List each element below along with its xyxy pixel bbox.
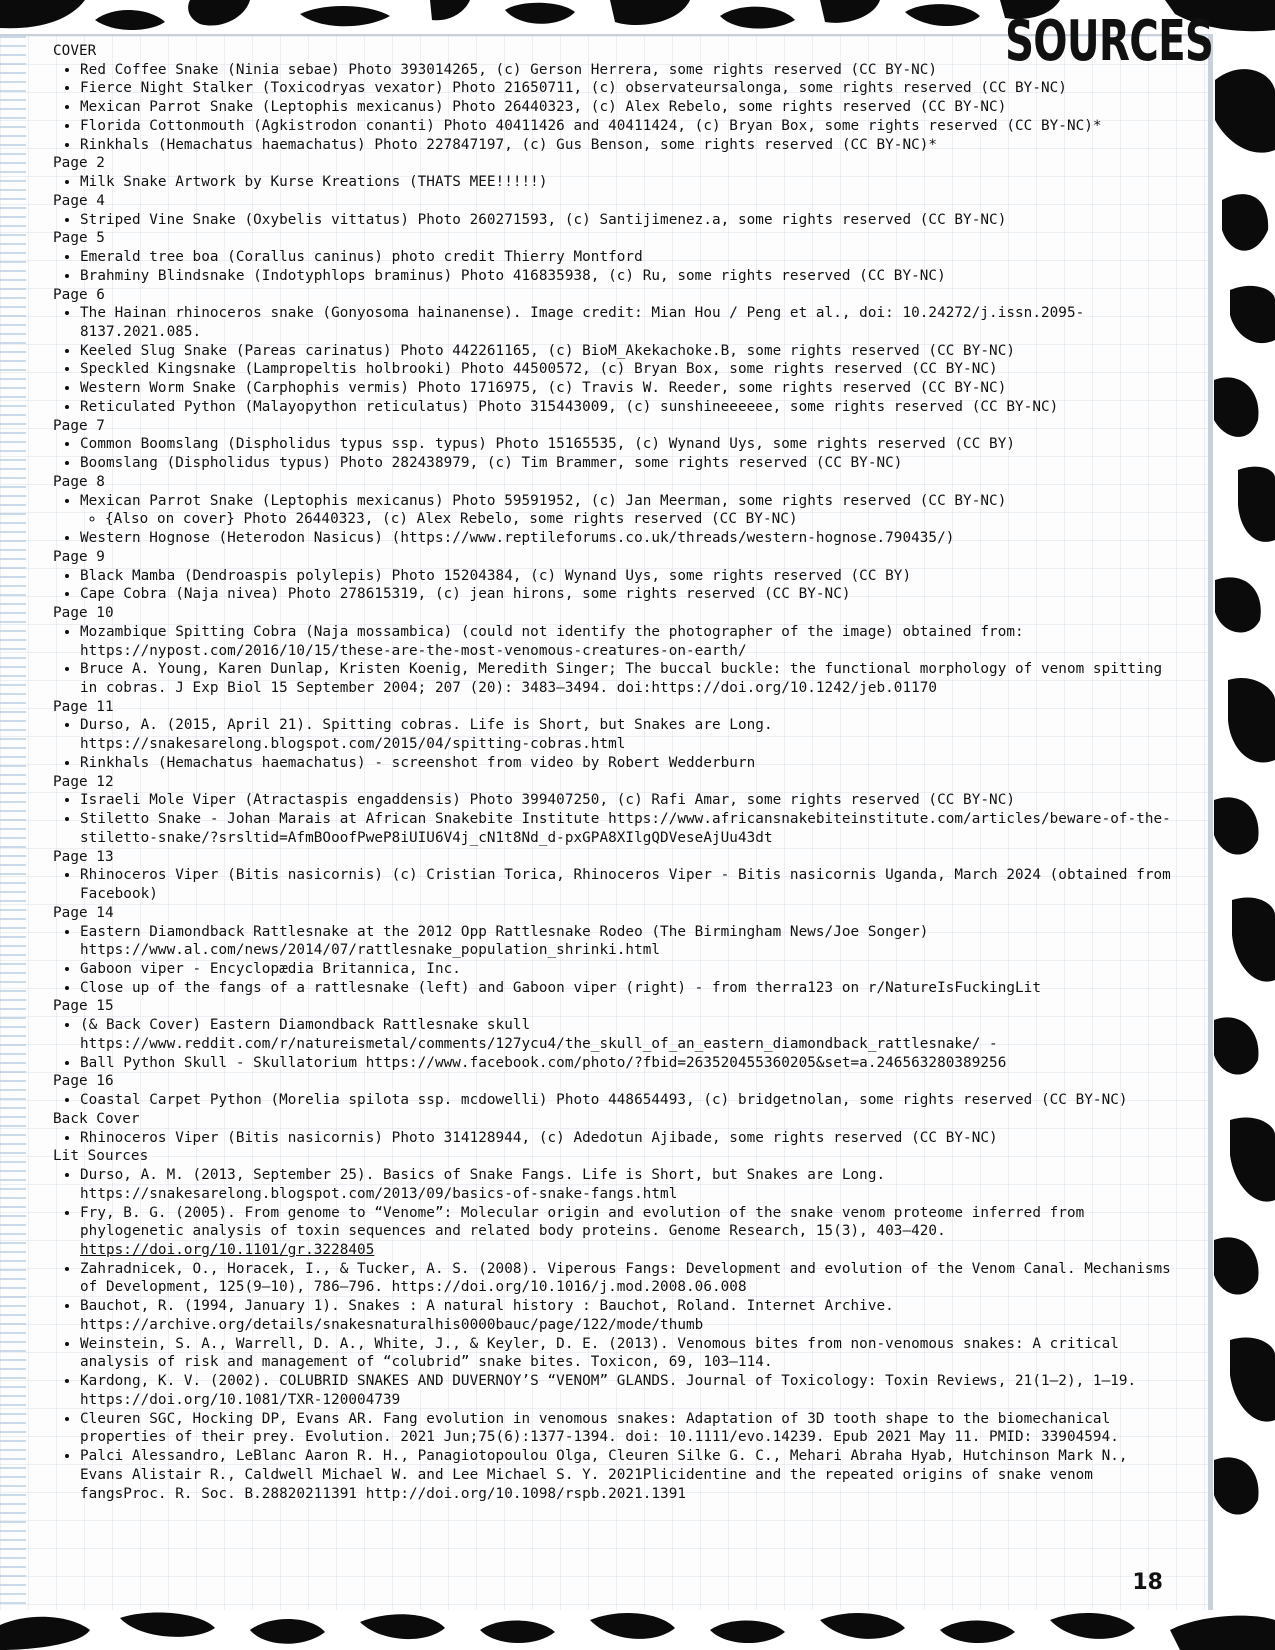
source-item: • Keeled Slug Snake (Pareas carinatus) Photo 442261165, (c) BioM_Akekachoke.B, some rights reserved (CC BY-NC)	[80, 342, 1171, 361]
source-sublist	[80, 510, 1171, 529]
section-heading: Back Cover	[53, 1110, 140, 1127]
source-item: • Gaboon viper - Encyclopædia Britannica, Inc.	[80, 960, 1171, 979]
section-heading: Page 4	[53, 192, 105, 209]
section-page-16	[53, 1072, 1171, 1109]
section-page-9	[53, 548, 1171, 604]
source-list	[53, 923, 1171, 998]
section-heading: Page 16	[53, 1073, 114, 1090]
section-heading: Page 13	[53, 848, 114, 865]
source-item: • (& Back Cover) Eastern Diamondback Rattlesnake skull https://www.reddit.com/r/natureismetal/comments/127ycu4/the_skull_of_an_eastern_diamondback_rattlesnake/ -	[80, 1016, 1171, 1053]
source-list	[53, 1091, 1171, 1110]
source-list	[53, 492, 1171, 548]
source-list	[53, 567, 1171, 604]
source-item: • Mexican Parrot Snake (Leptophis mexicanus) Photo 26440323, (c) Alex Rebelo, some rights reserved (CC BY-NC)	[80, 98, 1171, 117]
section-heading: Page 5	[53, 230, 105, 247]
source-item: • Mozambique Spitting Cobra (Naja mossambica) (could not identify the photographer of the image) obtained from: https://nypost.com/2016/10/15/these-are-the-most-venomous-creatures-on-earth/	[80, 623, 1171, 660]
source-item: • Rhinoceros Viper (Bitis nasicornis) Photo 314128944, (c) Adedotun Ajibade, some rights reserved (CC BY-NC)	[80, 1129, 1171, 1148]
source-item: • Close up of the fangs of a rattlesnake (left) and Gaboon viper (right) - from therra123 on r/NatureIsFuckingLit	[80, 979, 1171, 998]
source-list	[53, 716, 1171, 772]
source-item: • Rinkhals (Hemachatus haemachatus) - screenshot from video by Robert Wedderburn	[80, 754, 1171, 773]
source-item: • Israeli Mole Viper (Atractaspis engaddensis) Photo 399407250, (c) Rafi Amar, some rights reserved (CC BY-NC)	[80, 791, 1171, 810]
source-item: • Common Boomslang (Dispholidus typus ssp. typus) Photo 15165535, (c) Wynand Uys, some rights reserved (CC BY)	[80, 435, 1171, 454]
source-item: • Bruce A. Young, Karen Dunlap, Kristen Koenig, Meredith Singer; The buccal buckle: the functional morphology of venom spitting in cobras. J Exp Biol 15 September 2004; 207 (20): 3483–3494. doi:https://doi.org/10.1242/jeb.01170	[80, 660, 1171, 697]
source-item: • Cape Cobra (Naja nivea) Photo 278615319, (c) jean hirons, some rights reserved (CC BY-NC)	[80, 585, 1171, 604]
source-item: • Weinstein, S. A., Warrell, D. A., White, J., & Keyler, D. E. (2013). Venomous bites from non-venomous snakes: A critical analysis of risk and management of “colubrid” snake bites. Toxicon, 69, 103–114.	[80, 1335, 1171, 1372]
source-list	[53, 866, 1171, 903]
source-list	[53, 1129, 1171, 1148]
source-item: • Brahminy Blindsnake (Indotyphlops braminus) Photo 416835938, (c) Ru, some rights reserved (CC BY-NC)	[80, 267, 1171, 286]
section-page-13	[53, 848, 1171, 904]
source-item: • Black Mamba (Dendroaspis polylepis) Photo 15204384, (c) Wynand Uys, some rights reserved (CC BY)	[80, 567, 1171, 586]
section-heading: Lit Sources	[53, 1148, 149, 1165]
page-title: SOURCES	[1004, 9, 1213, 74]
section-page-11	[53, 698, 1171, 773]
section-page-15	[53, 997, 1171, 1072]
section-page-8	[53, 473, 1171, 548]
source-item: • Milk Snake Artwork by Kurse Kreations (THATS MEE!!!!!)	[80, 173, 1171, 192]
page-number: 18	[1132, 1570, 1163, 1595]
source-item: • Durso, A. (2015, April 21). Spitting cobras. Life is Short, but Snakes are Long. https://snakesarelong.blogspot.com/2015/04/spitting-cobras.html	[80, 716, 1171, 753]
source-list	[53, 1166, 1171, 1503]
source-item: • Ball Python Skull - Skullatorium https://www.facebook.com/photo/?fbid=263520455360205&set=a.246563280389256	[80, 1054, 1171, 1073]
source-item: • Striped Vine Snake (Oxybelis vittatus) Photo 260271593, (c) Santijimenez.a, some rights reserved (CC BY-NC)	[80, 211, 1171, 230]
source-item: • Eastern Diamondback Rattlesnake at the 2012 Opp Rattlesnake Rodeo (The Birmingham News/Joe Songer) https://www.al.com/news/2014/07/rattlesnake_population_shrinki.html	[80, 923, 1171, 960]
section-page-4	[53, 192, 1171, 229]
section-heading: Page 6	[53, 286, 105, 303]
source-item: • Cleuren SGC, Hocking DP, Evans AR. Fang evolution in venomous snakes: Adaptation of 3D tooth shape to the biomechanical properties of their prey. Evolution. 2021 Jun;75(6):1377-1394. doi: 10.1111/evo.14239. Epub 2021 May 11. PMID: 33904594.	[80, 1410, 1171, 1447]
source-item: • Stiletto Snake - Johan Marais at African Snakebite Institute https://www.africansnakebiteinstitute.com/articles/beware-of-the-stiletto-snake/?srsltid=AfmBOoofPweP8iUIU6V4j_cN1t8Nd_d-pxGPA8XIlgQDVeseAjUu43dt	[80, 810, 1171, 847]
section-heading: Page 9	[53, 548, 105, 565]
source-item: • Rhinoceros Viper (Bitis nasicornis) (c) Cristian Torica, Rhinoceros Viper - Bitis nasicornis Uganda, March 2024 (obtained from Facebook)	[80, 866, 1171, 903]
source-item: • Red Coffee Snake (Ninia sebae) Photo 393014265, (c) Gerson Herrera, some rights reserved (CC BY-NC)	[80, 61, 1171, 80]
source-item: • Florida Cottonmouth (Agkistrodon conanti) Photo 40411426 and 40411424, (c) Bryan Box, some rights reserved (CC BY-NC)*	[80, 117, 1171, 136]
section-page-10	[53, 604, 1171, 698]
source-item-text: Fry, B. G. (2005). From genome to “Venome”: Molecular origin and evolution of the snake venom proteome inferred from phylogenetic analysis of toxin sequences and related body proteins. Genome Research, 15(3), 403–420.	[80, 1204, 1085, 1240]
source-item: • Emerald tree boa (Corallus caninus) photo credit Thierry Montford	[80, 248, 1171, 267]
section-heading: Page 14	[53, 904, 114, 921]
source-item: • Western Hognose (Heterodon Nasicus) (https://www.reptileforums.co.uk/threads/western-hognose.790435/)	[80, 529, 1171, 548]
section-page-6	[53, 286, 1171, 417]
section-page-14	[53, 904, 1171, 998]
source-item: • Durso, A. M. (2013, September 25). Basics of Snake Fangs. Life is Short, but Snakes are Long. https://snakesarelong.blogspot.com/2013/09/basics-of-snake-fangs.html	[80, 1166, 1171, 1203]
section-heading: Page 15	[53, 998, 114, 1015]
source-list	[53, 173, 1171, 192]
section-heading: COVER	[53, 43, 97, 59]
section-heading: Page 8	[53, 473, 105, 490]
source-list	[53, 61, 1171, 155]
section-heading: Page 7	[53, 417, 105, 434]
source-item: • Speckled Kingsnake (Lampropeltis holbrooki) Photo 44500572, (c) Bryan Box, some rights reserved (CC BY-NC)	[80, 360, 1171, 379]
sources-content	[53, 42, 1171, 1503]
source-item: • Bauchot, R. (1994, January 1). Snakes : A natural history : Bauchot, Roland. Internet Archive. https://archive.org/details/snakesnaturalhis0000bauc/page/122/mode/thumb	[80, 1297, 1171, 1334]
source-item: • Zahradnicek, O., Horacek, I., & Tucker, A. S. (2008). Viperous Fangs: Development and evolution of the Venom Canal. Mechanisms of Development, 125(9–10), 786–796. https://doi.org/10.1016/j.mod.2008.06.008	[80, 1260, 1171, 1297]
source-item	[80, 1204, 1171, 1260]
section-page-2	[53, 154, 1171, 191]
section-heading: Page 10	[53, 605, 114, 622]
source-item	[80, 492, 1171, 529]
section-page-7	[53, 417, 1171, 473]
source-list	[53, 623, 1171, 698]
source-item: • Kardong, K. V. (2002). COLUBRID SNAKES AND DUVERNOY’S “VENOM” GLANDS. Journal of Toxicology: Toxin Reviews, 21(1–2), 1–19. https://doi.org/10.1081/TXR-120004739	[80, 1372, 1171, 1409]
section-heading: Page 11	[53, 698, 114, 715]
source-item-text: Mexican Parrot Snake (Leptophis mexicanus) Photo 59591952, (c) Jan Meerman, some rights reserved (CC BY-NC)	[80, 492, 1007, 509]
source-item: • The Hainan rhinoceros snake (Gonyosoma hainanense). Image credit: Mian Hou / Peng et al., doi: 10.24272/j.issn.2095-8137.2021.085.	[80, 304, 1171, 341]
source-item: • Boomslang (Dispholidus typus) Photo 282438979, (c) Tim Brammer, some rights reserved (CC BY-NC)	[80, 454, 1171, 473]
section-page-12	[53, 773, 1171, 848]
source-list	[53, 248, 1171, 285]
source-item: • Reticulated Python (Malayopython reticulatus) Photo 315443009, (c) sunshineeeeee, some rights reserved (CC BY-NC)	[80, 398, 1171, 417]
source-item: • Rinkhals (Hemachatus haemachatus) Photo 227847197, (c) Gus Benson, some rights reserved (CC BY-NC)*	[80, 136, 1171, 155]
section-heading: Page 2	[53, 155, 105, 172]
source-list	[53, 435, 1171, 472]
section-page-5	[53, 229, 1171, 285]
source-item: • Fierce Night Stalker (Toxicodryas vexator) Photo 21650711, (c) observateursalonga, some rights reserved (CC BY-NC)	[80, 79, 1171, 98]
source-item: • Western Worm Snake (Carphophis vermis) Photo 1716975, (c) Travis W. Reeder, some rights reserved (CC BY-NC)	[80, 379, 1171, 398]
section-cover	[53, 42, 1171, 154]
section-back-cover	[53, 1110, 1171, 1147]
doi-link[interactable]: https://doi.org/10.1101/gr.3228405	[80, 1242, 375, 1258]
section-lit-sources	[53, 1147, 1171, 1503]
source-list	[53, 211, 1171, 230]
source-list	[53, 791, 1171, 847]
source-item: • Coastal Carpet Python (Morelia spilota ssp. mcdowelli) Photo 448654493, (c) bridgetnolan, some rights reserved (CC BY-NC)	[80, 1091, 1171, 1110]
source-item: • Palci Alessandro, LeBlanc Aaron R. H., Panagiotopoulou Olga, Cleuren Silke G. C., Mehari Abraha Hyab, Hutchinson Mark N., Evans Alistair R., Caldwell Michael W. and Lee Michael S. Y. 2021Plicidentine and the repeated origins of snake venom fangsProc. R. Soc. B.28820211391 http://doi.org/10.1098/rspb.2021.1391	[80, 1447, 1171, 1503]
source-list	[53, 1016, 1171, 1072]
section-heading: Page 12	[53, 773, 114, 790]
source-subitem: ◦ {Also on cover} Photo 26440323, (c) Alex Rebelo, some rights reserved (CC BY-NC)	[105, 510, 1171, 529]
source-list	[53, 304, 1171, 416]
